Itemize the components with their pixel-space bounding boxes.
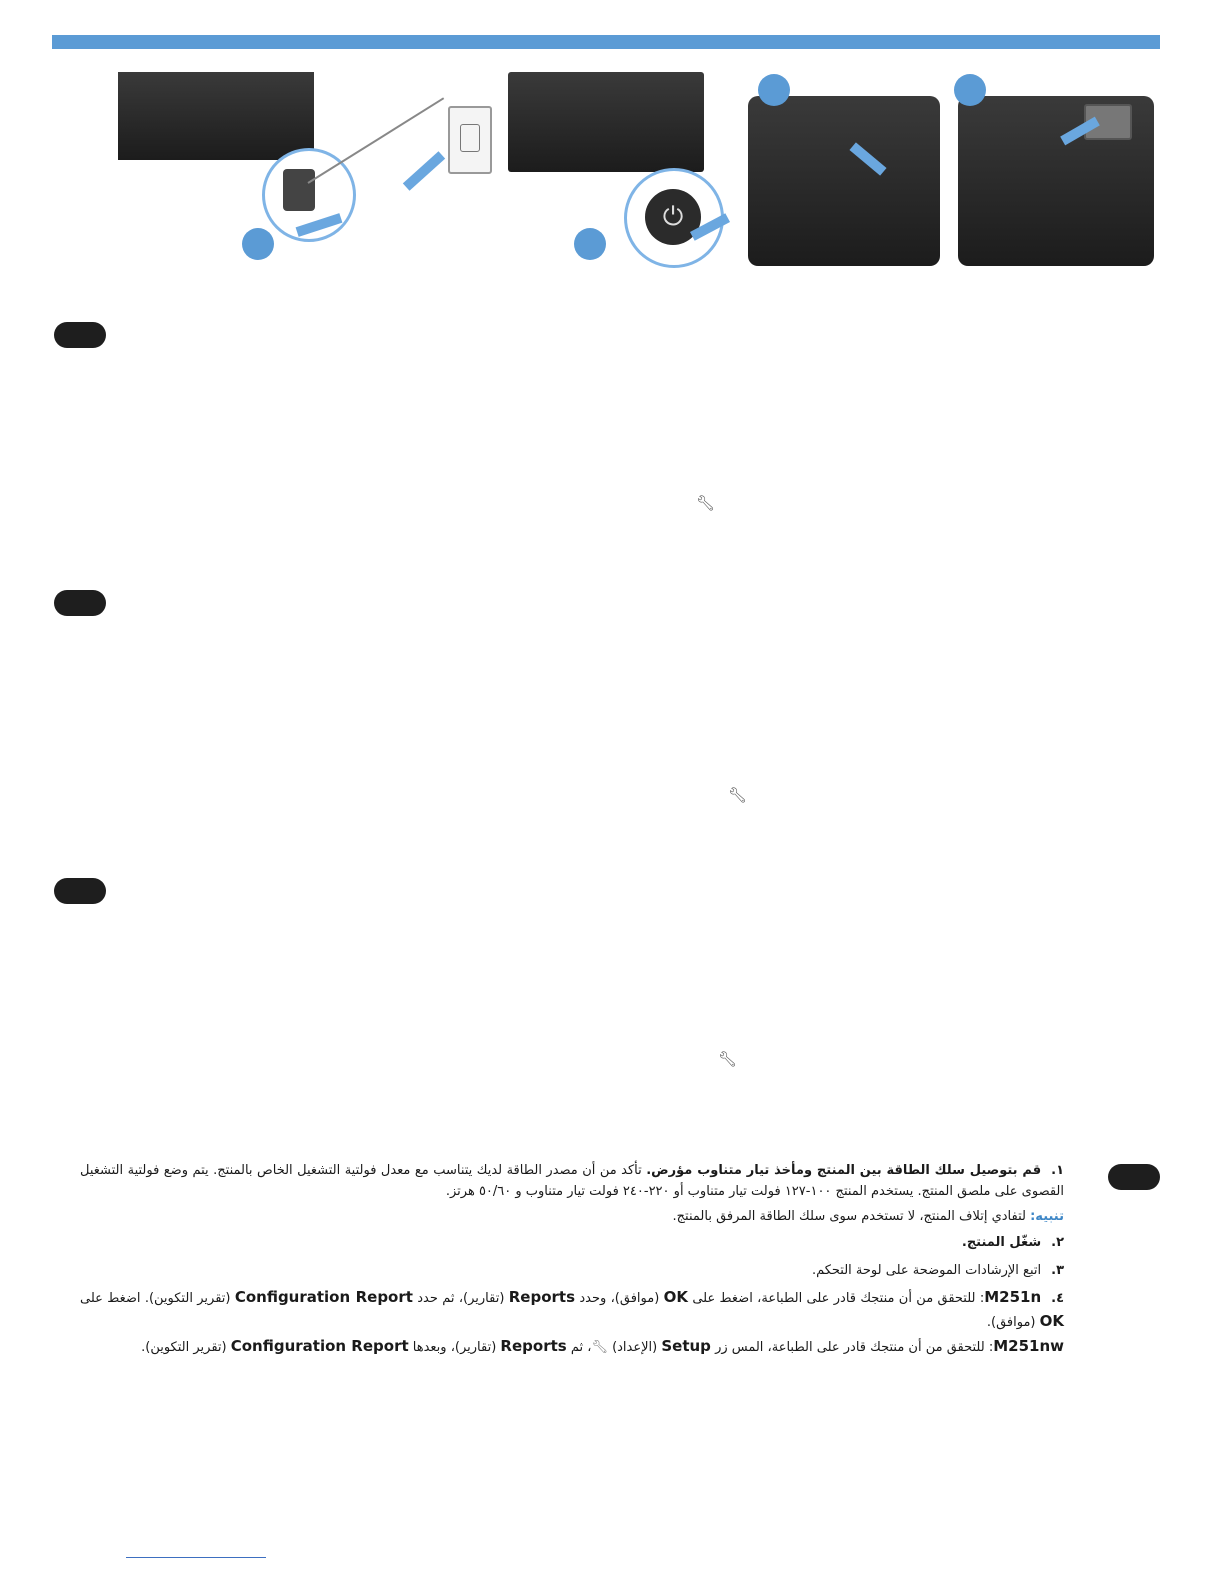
- step-3: [80, 1260, 1064, 1281]
- step-marker: [954, 74, 986, 106]
- reports-label: Reports: [500, 1337, 567, 1355]
- step-4-m251nw: [80, 1336, 1064, 1358]
- configuration-report-label: Configuration Report: [234, 1288, 413, 1306]
- step-text: (الإعداد): [607, 1340, 662, 1355]
- step-4-m251n: [80, 1286, 1064, 1334]
- ok-label: OK: [663, 1288, 688, 1306]
- step-text: : للتحقق من أن منتجك قادر على الطباعة، اضغط على: [688, 1291, 985, 1306]
- step-text: ، ثم: [566, 1340, 592, 1355]
- step-marker: [242, 228, 274, 260]
- step-number: ١.: [1051, 1163, 1064, 1178]
- footer-line: [126, 1557, 266, 1558]
- configuration-report-label: Configuration Report: [230, 1337, 409, 1355]
- illustration-control-panel-raised: [956, 72, 1156, 266]
- caution-label: تنبيه:: [1030, 1209, 1064, 1224]
- step-text: (موافق)، وحدد: [575, 1291, 664, 1306]
- header-color-bar: [52, 35, 1160, 49]
- power-button-callout: [624, 168, 724, 268]
- wall-outlet-image: [448, 106, 492, 174]
- step-text: (تقرير التكوين).: [141, 1340, 231, 1355]
- step-text: اتبع الإرشادات الموضحة على لوحة التحكم.: [811, 1263, 1042, 1278]
- step-number: ٤.: [1051, 1291, 1065, 1306]
- step-number: ٣.: [1051, 1263, 1064, 1278]
- step-text: (تقرير التكوين). اضغط على: [80, 1291, 235, 1306]
- wrench-icon: 🔧︎: [696, 494, 716, 512]
- step-text: : للتحقق من أن منتجك قادر على الطباعة، المس زر: [710, 1340, 994, 1355]
- step-2: [80, 1232, 1064, 1253]
- caution-text: لتفادي إتلاف المنتج، لا تستخدم سوى سلك الطاقة المرفق بالمنتج.: [672, 1209, 1026, 1224]
- language-badge: [1108, 1164, 1160, 1190]
- step-title: قم بتوصيل سلك الطاقة بين المنتج ومأخذ تيار متناوب مؤرض.: [646, 1163, 1042, 1178]
- wrench-icon: 🔧︎: [728, 786, 748, 804]
- step-1: [80, 1160, 1064, 1202]
- model-label: M251nw: [993, 1337, 1064, 1355]
- printer-front-image: [508, 72, 704, 172]
- step-number: ٢.: [1051, 1235, 1064, 1250]
- model-label: M251n: [984, 1288, 1042, 1306]
- illustration-power-button: [508, 72, 730, 262]
- step-text: تأكد من أن مصدر الطاقة لديك يتناسب مع معدل فولتية التشغيل الخاص بالمنتج. يتم وضع فولتية التشغيل القصوى على ملصق المنتج. يستخدم المنتج ١٠٠-١٢٧ فولت تيار متناوب أو ٢٢٠-٢٤٠ فولت تيار متناوب و ٥٠/٦٠ هرتز.: [80, 1163, 1064, 1199]
- wrench-icon: 🔧︎: [718, 1050, 738, 1068]
- step-text: شغّل المنتج.: [961, 1235, 1042, 1250]
- language-badge: [54, 590, 106, 616]
- step-marker: [574, 228, 606, 260]
- step-text: (موافق).: [986, 1315, 1040, 1330]
- caution-note: [80, 1206, 1064, 1227]
- printer-rear-image: [118, 72, 314, 160]
- ok-label: OK: [1039, 1312, 1064, 1330]
- step-text: (تقارير)، ثم حدد: [412, 1291, 509, 1306]
- arrow-icon: [403, 151, 445, 191]
- illustration-control-panel-open: [746, 72, 944, 266]
- illustration-power-cord: [118, 72, 498, 262]
- power-icon: ⏻: [645, 189, 701, 245]
- language-badge: [54, 878, 106, 904]
- step-marker: [758, 74, 790, 106]
- setup-label: Setup: [661, 1337, 711, 1355]
- printer-top-image: [748, 96, 940, 266]
- reports-label: Reports: [508, 1288, 576, 1306]
- step-text: (تقارير)، وبعدها: [408, 1340, 501, 1355]
- wrench-icon: 🔧︎: [591, 1340, 608, 1355]
- language-badge: [54, 322, 106, 348]
